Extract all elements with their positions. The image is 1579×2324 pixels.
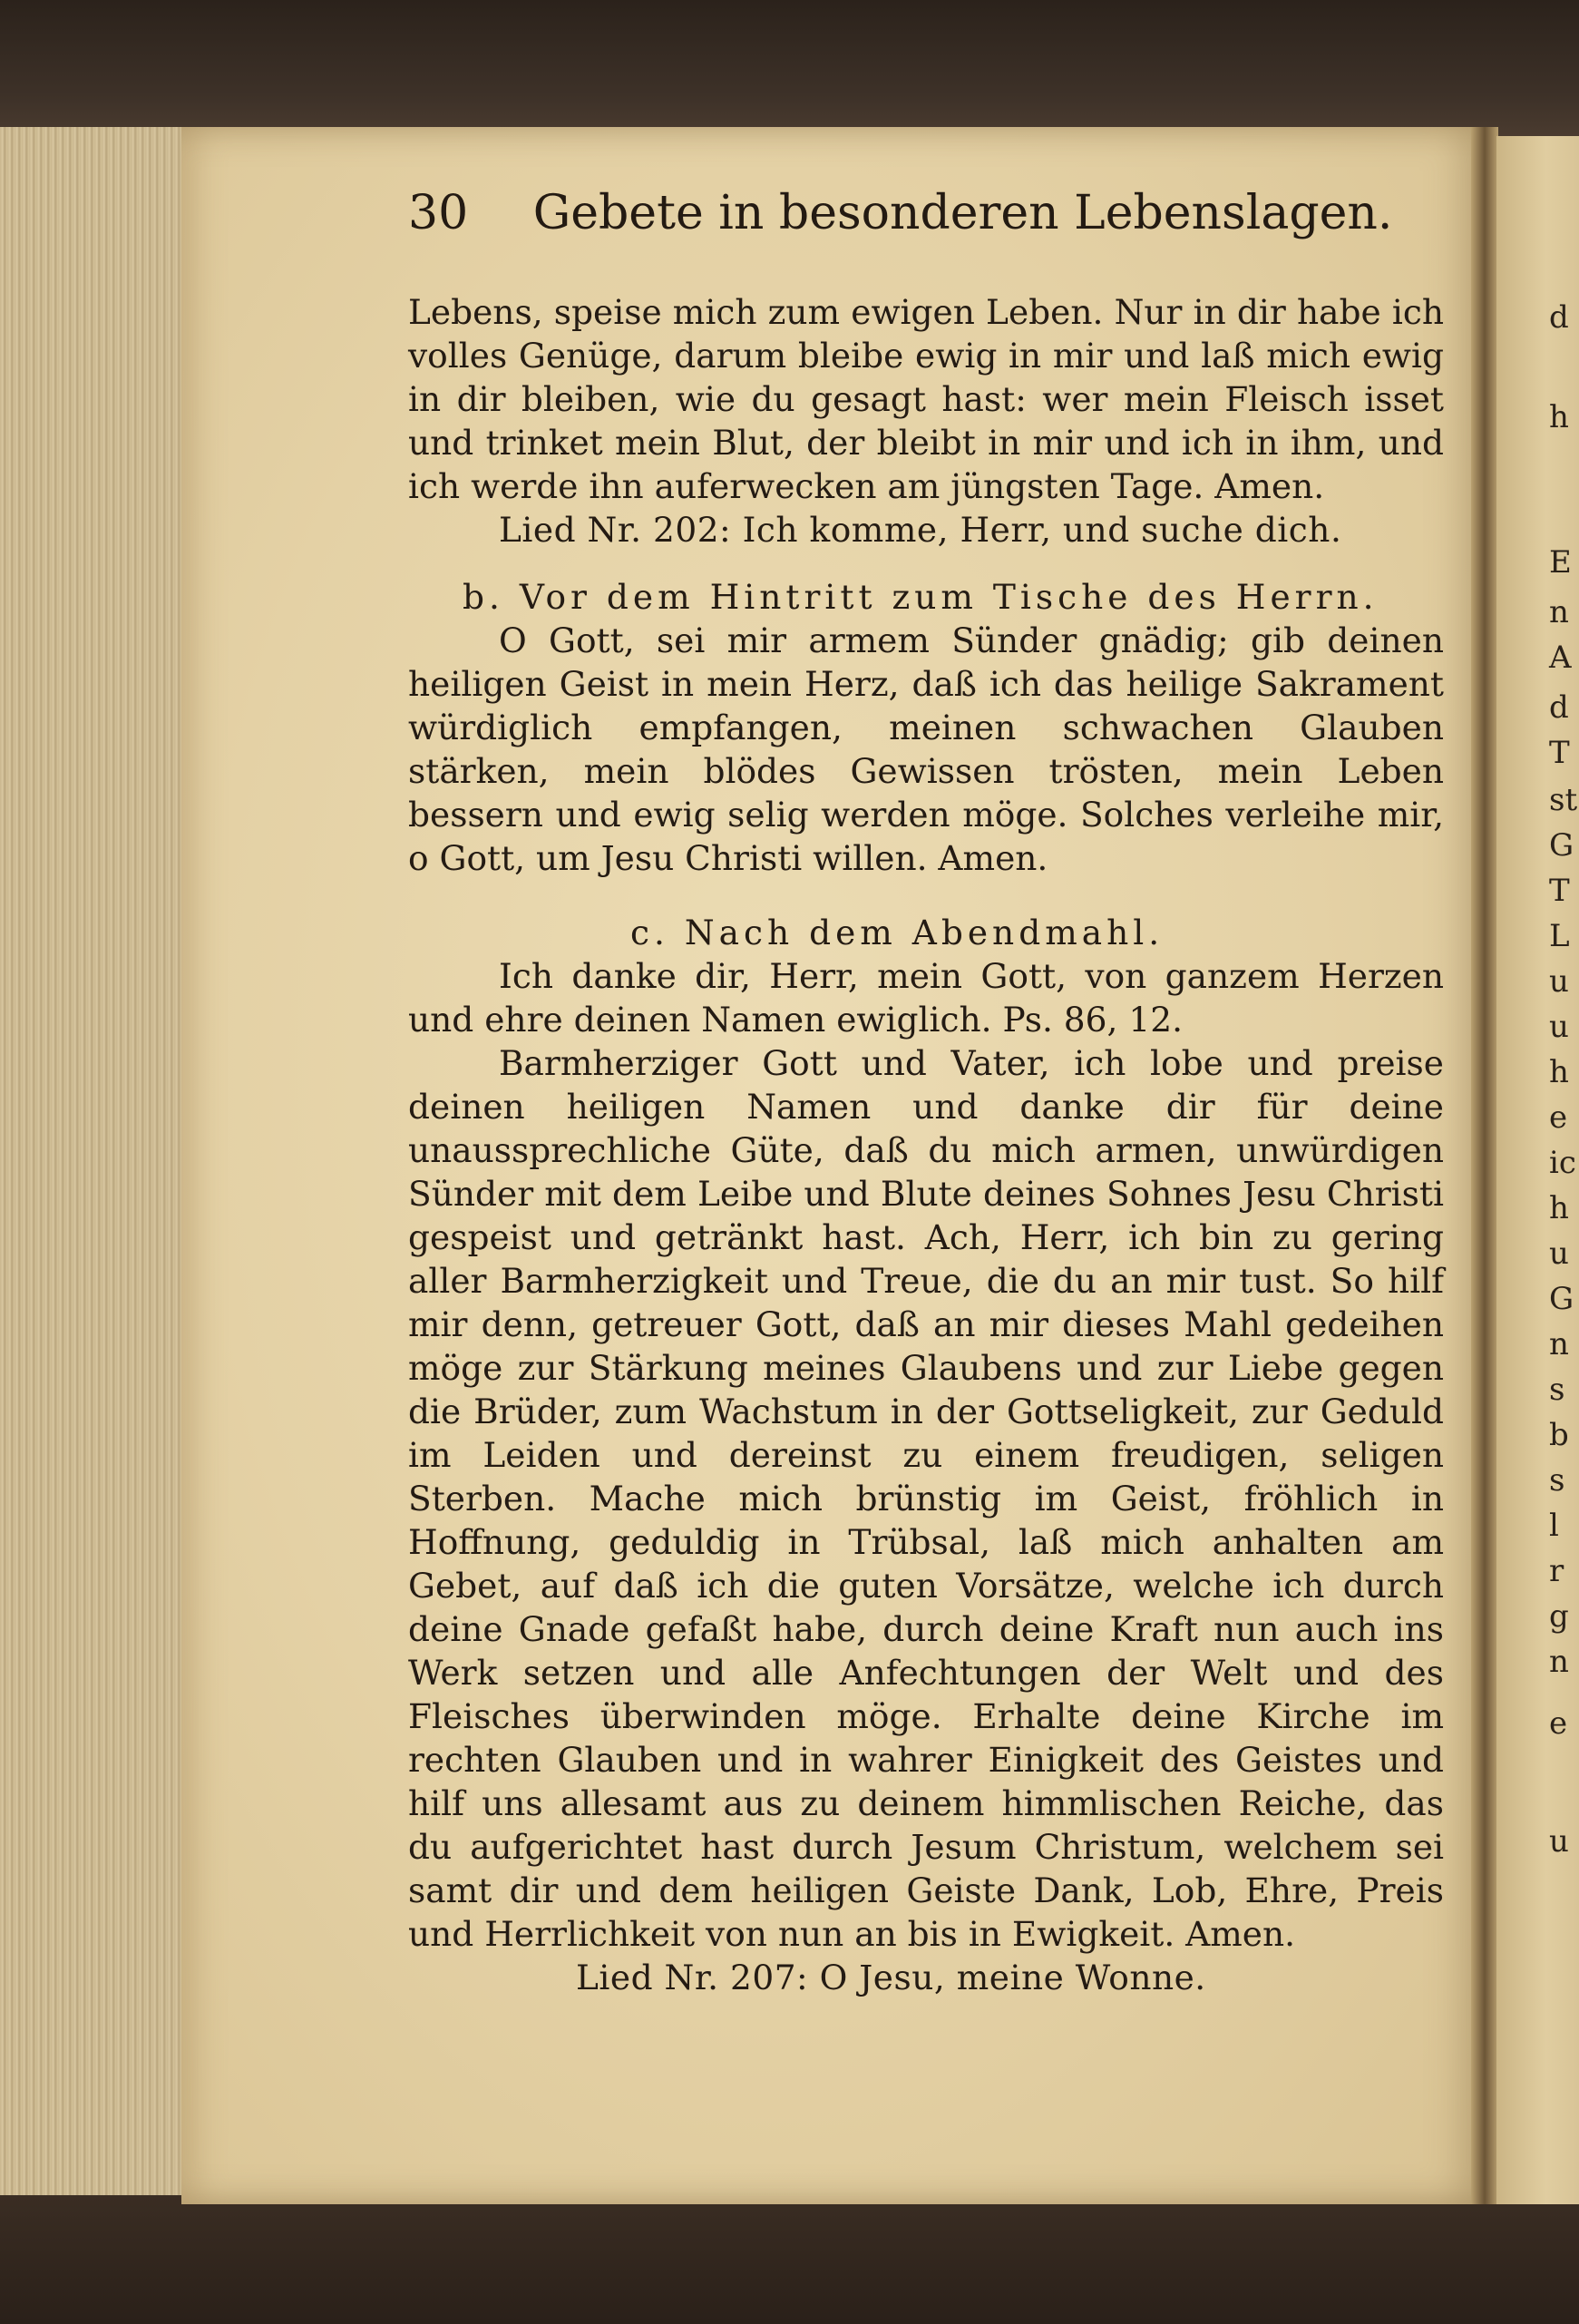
facing-fragment: s xyxy=(1549,1372,1565,1408)
paragraph-psalm-verse: Ich danke dir, Herr, mein Gott, von ganzem Herzen und ehre deinen Namen ewiglich. Ps. 86, 12. xyxy=(408,956,1444,1040)
running-title: Gebete in besonderen Lebenslagen. xyxy=(532,186,1393,240)
facing-fragment: n xyxy=(1549,1326,1569,1362)
book-gutter xyxy=(1471,127,1498,2204)
facing-fragment: L xyxy=(1549,918,1570,954)
facing-page xyxy=(1496,136,1579,2204)
facing-fragment: b xyxy=(1549,1417,1569,1453)
book-cover-top xyxy=(0,0,1579,136)
page-body xyxy=(408,290,1444,1999)
facing-fragment: n xyxy=(1549,594,1569,630)
facing-fragment: d xyxy=(1549,299,1569,336)
facing-fragment: u xyxy=(1549,963,1569,1000)
facing-fragment: A xyxy=(1549,640,1572,676)
paragraph-prayer-end: Lebens, speise mich zum ewigen Leben. Nur in dir habe ich volles Genüge, darum bleibe ewig in mir und laß mich ewig in dir bleiben, wie du gesagt hast: wer mein Fleisch isset und trinket mein Blut, der bleibt in mir und ich in ihm, und ich werde ihn auferwecken am jüngsten Tage. Amen. xyxy=(408,292,1444,506)
paragraph-prayer-before-communion: O Gott, sei mir armem Sünder gnädig; gib deinen heiligen Geist in mein Herz, daß ich das heilige Sakrament würdiglich empfangen, meinen schwachen Glauben stärken, mein blödes Gewissen trösten, mein Leben bessern und ewig selig werden möge. Solches verleihe mir, o Gott, um Jesu Christi willen. Amen. xyxy=(408,620,1444,878)
facing-fragment: ic xyxy=(1549,1145,1576,1181)
facing-fragment: h xyxy=(1549,1190,1569,1226)
section-heading-b: b. Vor dem Hintritt zum Tische des Herrn. xyxy=(463,577,1379,617)
facing-fragment: e xyxy=(1549,1099,1568,1136)
facing-fragment: l xyxy=(1549,1508,1559,1544)
page-header xyxy=(408,186,1393,240)
facing-fragment: u xyxy=(1549,1235,1569,1272)
facing-fragment: G xyxy=(1549,1281,1574,1317)
facing-fragment: h xyxy=(1549,399,1569,435)
facing-fragment: G xyxy=(1549,827,1574,864)
book-bottom-edge xyxy=(0,2195,1579,2324)
facing-fragment: T xyxy=(1549,735,1570,771)
facing-fragment: d xyxy=(1549,689,1569,726)
facing-fragment: u xyxy=(1549,1823,1569,1860)
facing-fragment: u xyxy=(1549,1009,1569,1045)
facing-fragment: E xyxy=(1549,544,1572,581)
facing-fragment: h xyxy=(1549,1054,1569,1090)
facing-fragment: r xyxy=(1549,1553,1564,1589)
facing-fragment: st xyxy=(1549,782,1578,818)
facing-fragment: e xyxy=(1549,1705,1568,1742)
page-edge-stack xyxy=(0,127,197,2213)
facing-fragment: T xyxy=(1549,873,1570,909)
section-heading-c: c. Nach dem Abendmahl. xyxy=(630,913,1165,952)
facing-fragment: n xyxy=(1549,1644,1569,1680)
hymn-reference: Lied Nr. 202: Ich komme, Herr, und suche dich. xyxy=(499,510,1342,550)
page-number: 30 xyxy=(408,186,469,240)
facing-fragment: s xyxy=(1549,1462,1565,1499)
facing-fragment: g xyxy=(1549,1598,1569,1635)
hymn-reference: Lied Nr. 207: O Jesu, meine Wonne. xyxy=(576,1958,1206,1997)
paragraph-prayer-after-communion: Barmherziger Gott und Vater, ich lobe und preise deinen heiligen Namen und danke dir für deine unaussprechliche Güte, daß du mich armen, unwürdigen Sünder mit dem Leibe und Blute deines Sohnes Jesu Christi gespeist und getränkt hast. Ach, Herr, ich bin zu gering aller Barmherzigkeit und Treue, die du an mir tust. So hilf mir denn, getreuer Gott, daß an mir dieses Mahl gedeihen möge zur Stärkung meines Glaubens und zur Liebe gegen die Brüder, zum Wachstum in der Gottseligkeit, zur Geduld im Leiden und dereinst zu einem freudigen, seligen Sterben. Mache mich brünstig im Geist, fröhlich in Hoffnung, geduldig in Trübsal, laß mich anhalten am Gebet, auf daß ich die guten Vorsätze, welche ich durch deine Gnade gefaßt habe, durch deine Kraft nun auch ins Werk setzen und alle Anfechtungen der Welt und des Fleisches überwinden möge. Erhalte deine Kirche im rechten Glauben und in wahrer Einigkeit des Geistes und hilf uns allesamt aus zu deinem himmlischen Reiche, das du aufgerichtet hast durch Jesum Christum, welchem sei samt dir und dem heiligen Geiste Dank, Lob, Ehre, Preis und Herrlichkeit von nun an bis in Ewigkeit. Amen. xyxy=(408,1043,1444,1954)
